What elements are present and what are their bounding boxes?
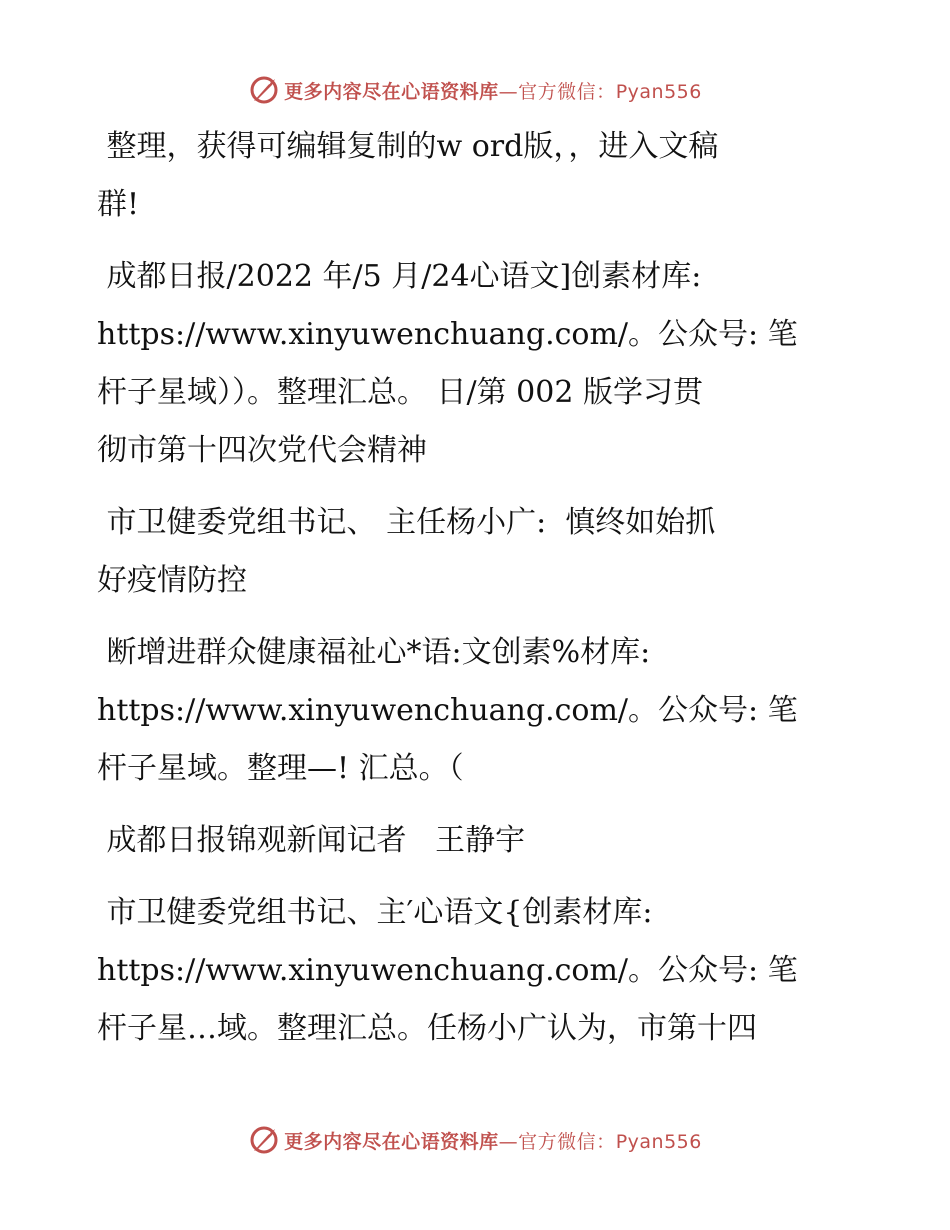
paragraph-line: https://www.xinyuwenchuang.com/。公众号: 笔 <box>97 693 798 728</box>
paragraph-line: 杆子星…域。整理汇总。任杨小广认为，市第十四 <box>97 1011 757 1046</box>
quill-pen-logo-icon <box>248 1124 280 1156</box>
paragraph-line: 群! <box>97 187 140 222</box>
paragraph-line: 杆子星域。整理—! 汇总。（ <box>97 751 464 786</box>
paragraph <box>97 118 857 234</box>
paragraph-line: 断增进群众健康福祉心*语:文创素%材库: <box>97 635 651 670</box>
paragraph-line: 好疫情防控 <box>97 563 247 598</box>
paragraph-line: 市卫健委党组书记、 主任杨小广: 慎终如始抓 <box>97 505 716 540</box>
header-banner-text: 更多内容尽在心语资料库—官方微信：Pyan556 <box>284 80 702 103</box>
footer-banner <box>0 1120 950 1160</box>
paragraph <box>97 248 857 480</box>
paragraph-line: 成都日报锦观新闻记者 王静宇 <box>97 823 526 858</box>
paragraph-line: 杆子星域））。整理汇总。 日/第 002 版学习贯 <box>97 375 703 410</box>
paragraph-line: 整理，获得可编辑复制的w ord版，，进入文稿 <box>97 129 719 164</box>
footer-banner-text: 更多内容尽在心语资料库—官方微信：Pyan556 <box>284 1130 702 1153</box>
paragraph <box>97 624 857 798</box>
paragraph <box>97 812 857 870</box>
paragraph-line: 市卫健委党组书记、主′心语文{创素材库: <box>97 895 653 930</box>
document-body <box>97 118 857 1072</box>
paragraph <box>97 494 857 610</box>
paragraph-line: https://www.xinyuwenchuang.com/。公众号: 笔 <box>97 953 798 988</box>
header-banner <box>0 70 950 110</box>
quill-pen-logo-icon <box>248 74 280 106</box>
paragraph-line: https://www.xinyuwenchuang.com/。公众号: 笔 <box>97 317 798 352</box>
paragraph <box>97 884 857 1058</box>
paragraph-line: 成都日报/2022 年/5 月/24心语文]创素材库: <box>97 259 702 294</box>
paragraph-line: 彻市第十四次党代会精神 <box>97 433 427 468</box>
